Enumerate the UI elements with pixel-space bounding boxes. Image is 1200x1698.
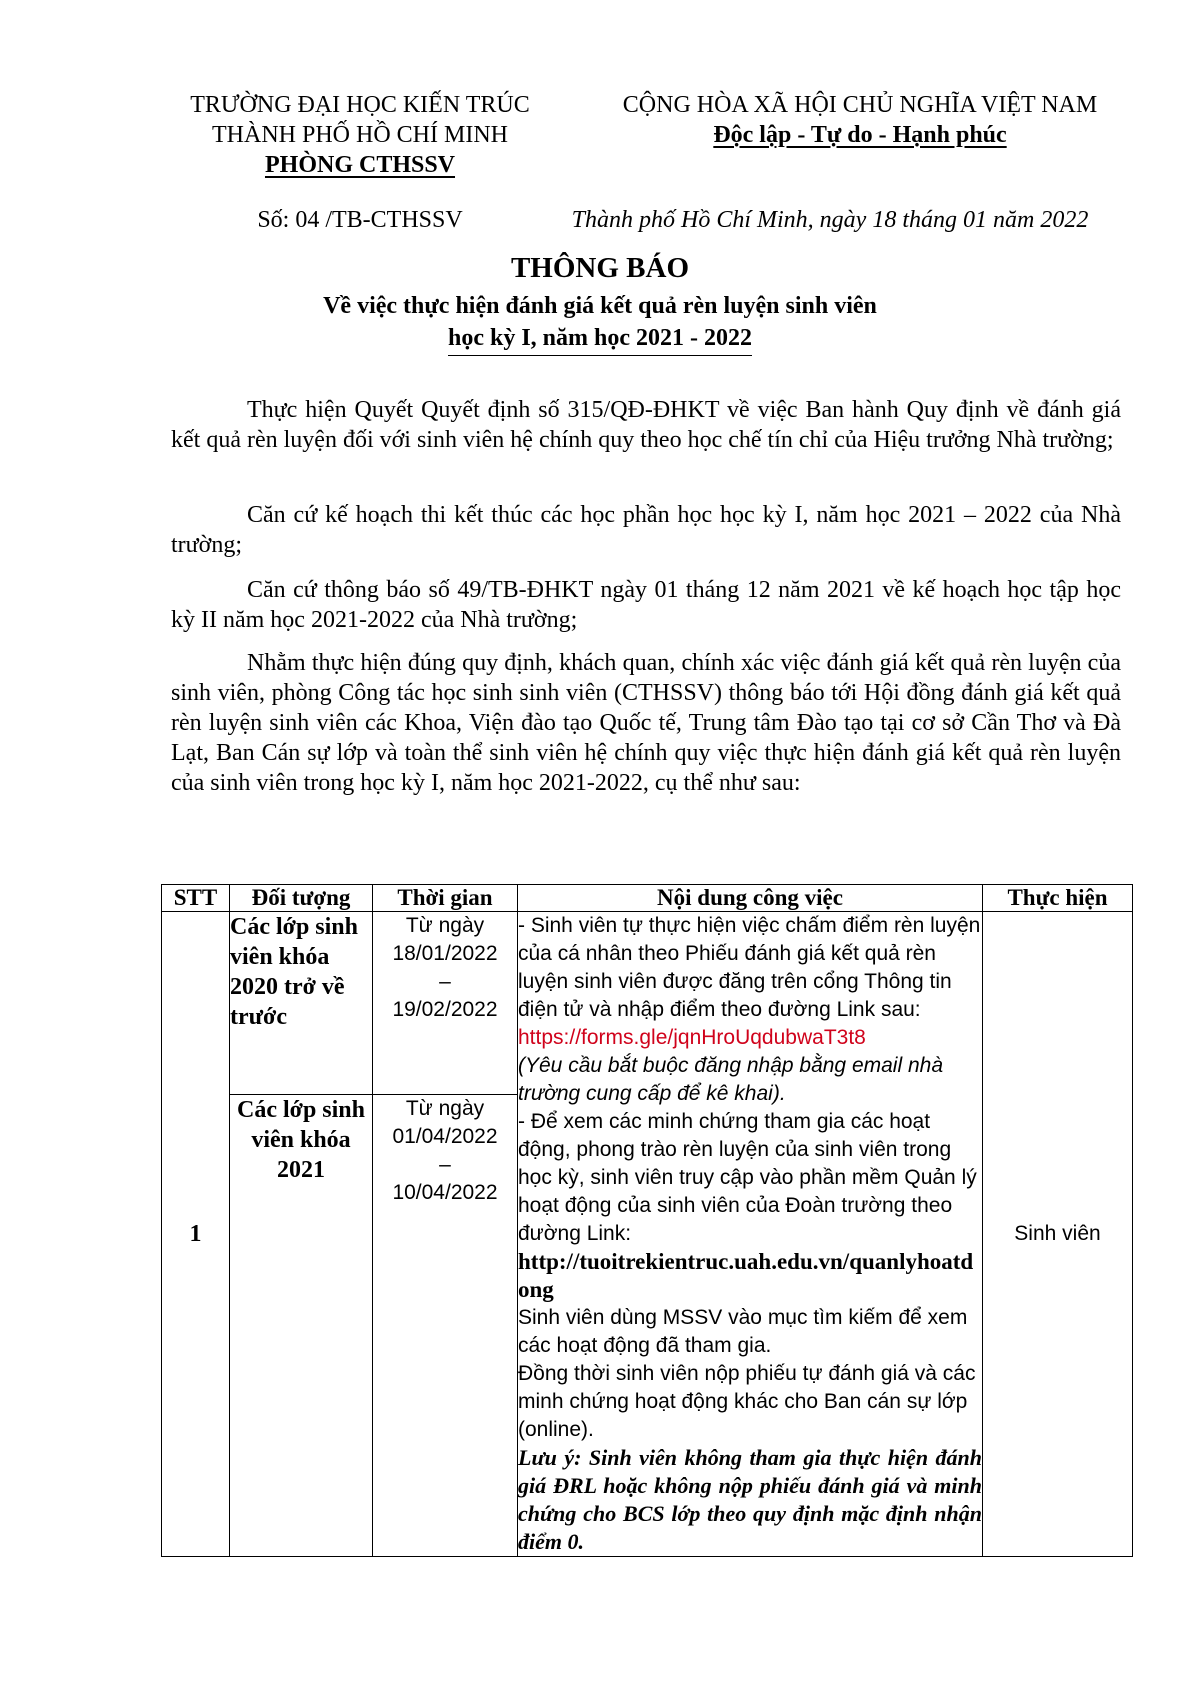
time-from-label-2: Từ ngày bbox=[405, 1097, 485, 1120]
place-and-date: Thành phố Hồ Chí Minh, ngày 18 tháng 01 năm 2022 bbox=[571, 207, 1089, 233]
target-group-2-text: Các lớp sinh viên khóa 2021 bbox=[237, 1097, 365, 1183]
schedule-table bbox=[161, 884, 1133, 1557]
paragraph-notice-49: Căn cứ thông báo số 49/TB-ĐHKT ngày 01 tháng 12 năm 2021 về kế hoạch học tập học kỳ II năm học 2021-2022 của Nhà trường; bbox=[171, 577, 1121, 633]
content-step-1: - Sinh viên tự thực hiện việc chấm điểm rèn luyện của cá nhân theo Phiếu đánh giá kết quả rèn luyện sinh viên được đăng trên cổng Thông tin điện tử và nhập điểm theo đường Link sau: bbox=[518, 914, 981, 1021]
time-group-1 bbox=[373, 912, 518, 1095]
target-group-1 bbox=[230, 912, 373, 1095]
time-end-1: 19/02/2022 bbox=[392, 998, 498, 1021]
time-dash-1: – bbox=[439, 970, 451, 993]
target-group-1-text: Các lớp sinh viên khóa 2020 trở về trước bbox=[230, 914, 358, 1030]
department-name-text: PHÒNG CTHSSV bbox=[264, 152, 456, 178]
paragraph-decision: Thực hiện Quyết Quyết định số 315/QĐ-ĐHKT về việc Ban hành Quy định về đánh giá kết quả rèn luyện đối với sinh viên hệ chính quy theo học chế tín chỉ của Hiệu trưởng Nhà trường; bbox=[171, 397, 1121, 453]
table-header-row bbox=[162, 885, 1133, 912]
time-end-2: 10/04/2022 bbox=[392, 1181, 498, 1204]
paragraph-exam-plan: Căn cứ kế hoạch thi kết thúc các học phần học học kỳ I, năm học 2021 – 2022 của Nhà trường; bbox=[171, 502, 1121, 558]
target-group-2 bbox=[230, 1095, 373, 1557]
school-header bbox=[160, 90, 560, 180]
national-header bbox=[600, 90, 1120, 150]
doer-cell: Sinh viên bbox=[983, 912, 1133, 1557]
document-number: Số: 04 /TB-CTHSSV bbox=[257, 207, 463, 233]
department-name bbox=[160, 150, 560, 180]
content-submit-instruction: Đồng thời sinh viên nộp phiếu tự đánh giá và các minh chứng hoạt động khác cho Ban cán sự lớp (online). bbox=[518, 1362, 976, 1441]
school-name-line2: THÀNH PHỐ HỒ CHÍ MINH bbox=[212, 122, 508, 148]
warning-note: Lưu ý: Sinh viên không tham gia thực hiện đánh giá ĐRL hoặc không nộp phiếu đánh giá và minh chứng cho BCS lớp theo quy định mặc định nhận điểm 0. bbox=[518, 1445, 982, 1554]
national-title: CỘNG HÒA XÃ HỘI CHỦ NGHĨA VIỆT NAM bbox=[622, 92, 1098, 118]
activity-link[interactable]: http://tuoitrekientruc.uah.edu.vn/quanlyhoatdong bbox=[518, 1249, 974, 1302]
header-target: Đối tượng bbox=[230, 885, 373, 912]
login-requirement-note: (Yêu cầu bắt buộc đăng nhập bằng email nhà trường cung cấp để kê khai). bbox=[518, 1054, 943, 1105]
header-content: Nội dung công việc bbox=[518, 885, 983, 912]
notice-subtitle-line2-text: học kỳ I, năm học 2021 - 2022 bbox=[448, 325, 752, 356]
time-group-2 bbox=[373, 1095, 518, 1557]
row-stt: 1 bbox=[162, 912, 230, 1557]
table-row bbox=[162, 912, 1133, 1095]
notice-subtitle-line2 bbox=[0, 325, 1200, 352]
header-stt: STT bbox=[162, 885, 230, 912]
content-search-instruction: Sinh viên dùng MSSV vào mục tìm kiếm để xem các hoạt động đã tham gia. bbox=[518, 1306, 968, 1357]
national-motto-text: Độc lập - Tự do - Hạnh phúc bbox=[713, 122, 1007, 148]
time-dash-2: – bbox=[439, 1153, 451, 1176]
time-start-1: 18/01/2022 bbox=[392, 942, 498, 965]
notice-subtitle-line1: Về việc thực hiện đánh giá kết quả rèn luyện sinh viên bbox=[323, 293, 877, 319]
header-time: Thời gian bbox=[373, 885, 518, 912]
school-name-line1: TRƯỜNG ĐẠI HỌC KIẾN TRÚC bbox=[190, 92, 530, 118]
form-link[interactable]: https://forms.gle/jqnHroUqdubwaT3t8 bbox=[518, 1026, 866, 1049]
notice-title: THÔNG BÁO bbox=[510, 252, 690, 284]
time-start-2: 01/04/2022 bbox=[392, 1125, 498, 1148]
header-doer: Thực hiện bbox=[983, 885, 1133, 912]
work-content bbox=[518, 912, 983, 1557]
content-step-2: - Để xem các minh chứng tham gia các hoạt động, phong trào rèn luyện của sinh viên trong học kỳ, sinh viên truy cập vào phần mềm Quản lý hoạt động của sinh viên của Đoàn trường theo đường Link: bbox=[518, 1110, 977, 1245]
paragraph-purpose: Nhằm thực hiện đúng quy định, khách quan, chính xác việc đánh giá kết quả rèn luyện của sinh viên, phòng Công tác học sinh sinh viên (CTHSSV) thông báo tới Hội đồng đánh giá kết quả rèn luyện sinh viên các Khoa, Viện đào tạo Quốc tế, Trung tâm Đào tạo tại cơ sở Cần Thơ và Đà Lạt, Ban Cán sự lớp và toàn thể sinh viên hệ chính quy việc thực hiện đánh giá kết quả rèn luyện của sinh viên trong học kỳ I, năm học 2021-2022, cụ thể như sau: bbox=[171, 650, 1121, 796]
national-motto bbox=[600, 120, 1120, 150]
time-from-label-1: Từ ngày bbox=[405, 914, 485, 937]
